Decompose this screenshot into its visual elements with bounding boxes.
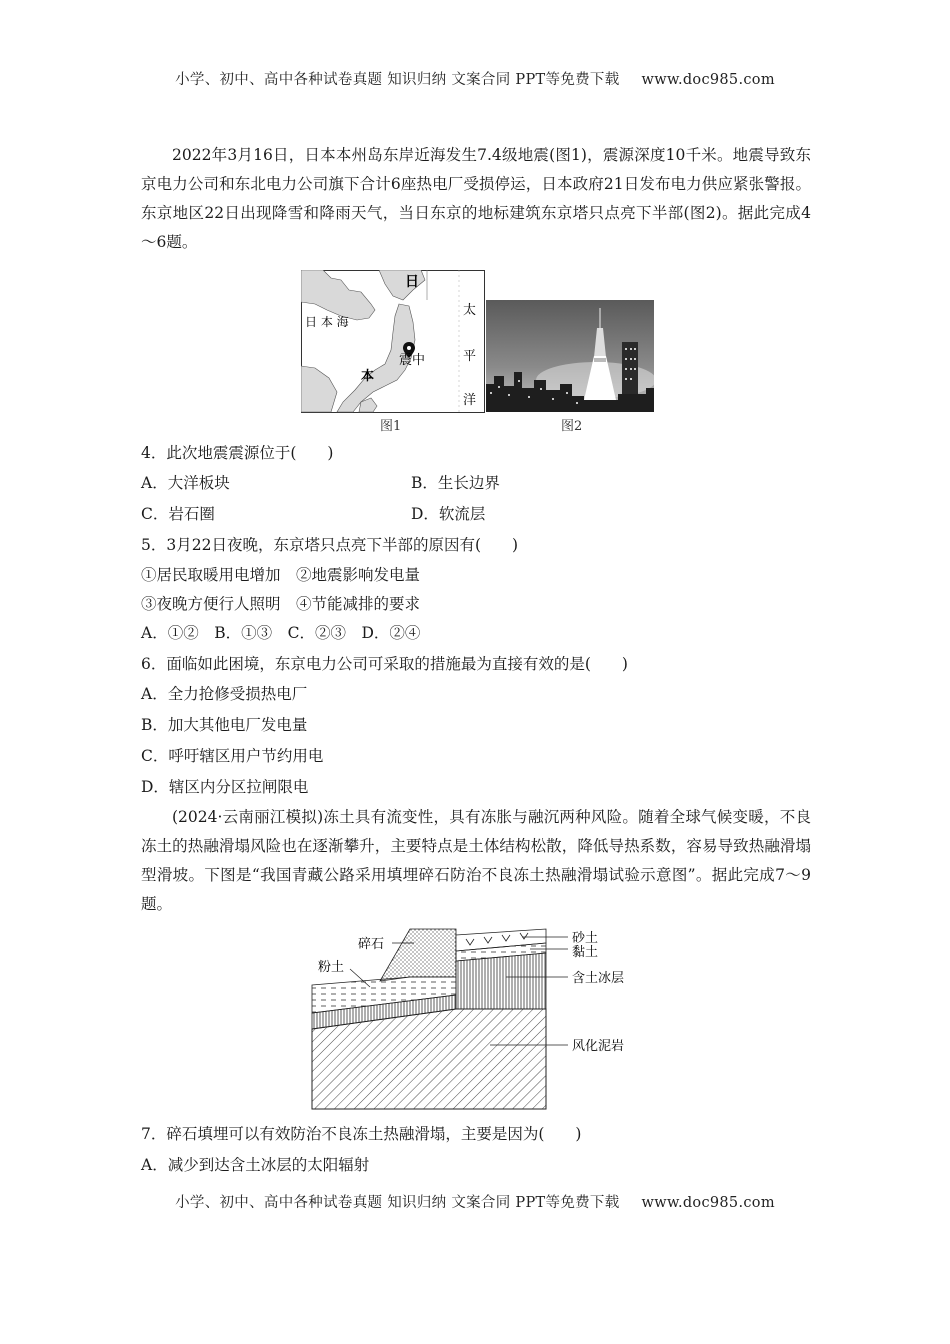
map-label-pacific-2: 平 bbox=[463, 349, 477, 364]
header-text: 小学、初中、高中各种试卷真题 知识归纳 文案合同 PPT等免费下载 bbox=[175, 72, 620, 88]
q6-option-a: A．全力抢修受损热电厂 bbox=[141, 685, 308, 703]
page-header bbox=[0, 68, 950, 89]
q5-statement-line-1: ①居民取暖用电增加 ②地震影响发电量 bbox=[141, 566, 421, 584]
map-label-pacific-3: 洋 bbox=[463, 393, 477, 408]
ice-layer-right bbox=[456, 953, 546, 1009]
label-sand: 砂土 bbox=[572, 931, 599, 946]
label-silt: 粉土 bbox=[318, 960, 345, 975]
figure-3-cross-section bbox=[310, 925, 650, 1111]
q4-option-d: D．软流层 bbox=[411, 505, 486, 523]
q6-option-c: C．呼吁辖区用户节约用电 bbox=[141, 747, 324, 765]
q6-option-d: D．辖区内分区拉闸限电 bbox=[141, 778, 309, 796]
q6-stem: 6．面临如此困境，东京电力公司可采取的措施最为直接有效的是( ) bbox=[141, 655, 628, 673]
q4-option-a: A．大洋板块 bbox=[141, 474, 230, 492]
q4-stem: 4．此次地震震源位于( ) bbox=[141, 444, 334, 462]
q6-option-b: B．加大其他电厂发电量 bbox=[141, 716, 308, 734]
footer-text: 小学、初中、高中各种试卷真题 知识归纳 文案合同 PPT等免费下载 bbox=[175, 1195, 620, 1211]
header-site: www.doc985.com bbox=[641, 72, 775, 88]
map-label-ben: 本 bbox=[361, 369, 375, 384]
page-footer bbox=[0, 1191, 950, 1212]
map-label-pacific-1: 太 bbox=[463, 303, 477, 318]
figure-2-tokyo-tower-photo bbox=[486, 300, 654, 412]
label-mudstone: 风化泥岩 bbox=[572, 1039, 625, 1054]
label-clay: 黏土 bbox=[572, 945, 599, 960]
map-label-epicenter: 震中 bbox=[399, 353, 426, 368]
q7-stem: 7．碎石填埋可以有效防治不良冻土热融滑塌，主要是因为( ) bbox=[141, 1125, 582, 1143]
passage-1: 2022年3月16日，日本本州岛东岸近海发生7.4级地震(图1)，震源深度10千米。地震导致东京电力公司和东北电力公司旗下合计6座热电厂受损停运，日本政府21日发布电力供应紧张警报。东京地区22日出现降雪和降雨天气，当日东京的地标建筑东京塔只点亮下半部(图2)。据此完成4～6题。 bbox=[141, 146, 811, 251]
footer-site: www.doc985.com bbox=[641, 1195, 775, 1211]
q4-option-c: C．岩石圈 bbox=[141, 505, 215, 523]
map-label-sea-of-japan: 日 本 海 bbox=[305, 315, 349, 329]
q5-stem: 5．3月22日夜晚，东京塔只点亮下半部的原因有( ) bbox=[141, 536, 519, 554]
q4-option-b: B．生长边界 bbox=[411, 474, 500, 492]
q5-statement-line-2: ③夜晚方便行人照明 ④节能减排的要求 bbox=[141, 595, 421, 613]
figure-1-map bbox=[301, 270, 485, 413]
q7-option-a: A．减少到达含土冰层的太阳辐射 bbox=[141, 1156, 370, 1174]
figure-2-caption: 图2 bbox=[561, 419, 583, 434]
label-ice-layer: 含土冰层 bbox=[572, 971, 625, 986]
q5-options: A．①② B．①③ C．②③ D．②④ bbox=[141, 624, 421, 642]
gravel-fill bbox=[380, 929, 456, 981]
map-label-ri: 日 bbox=[405, 274, 419, 290]
passage-2: (2024·云南丽江模拟)冻土具有流变性，具有冻胀与融沉两种风险。随着全球气候变暖，不良冻土的热融滑塌风险也在逐渐攀升，主要特点是土体结构松散，降低导热系数，容易导致热融滑塌型滑坡。下图是“我国青藏公路采用填埋碎石防治不良冻土热融滑塌试验示意图”。据此完成7～9题。 bbox=[141, 808, 811, 913]
figure-1-caption: 图1 bbox=[380, 419, 402, 434]
label-gravel: 碎石 bbox=[358, 937, 385, 952]
